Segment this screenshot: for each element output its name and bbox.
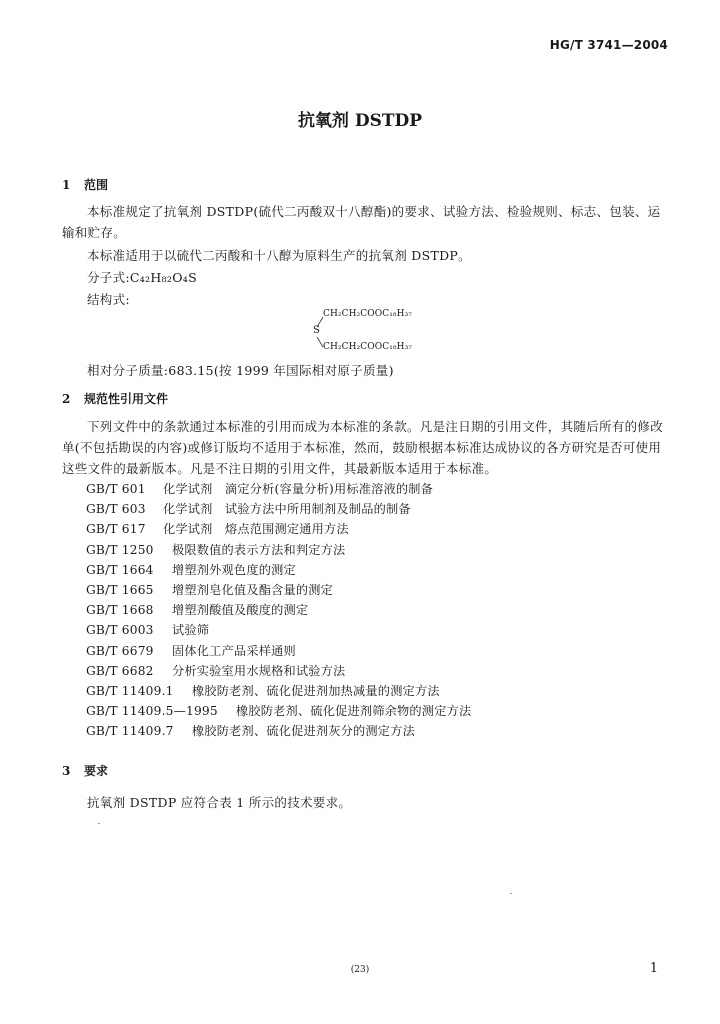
section-number: 2 [62,392,71,406]
reference-code: GB/T 11409.1 [86,683,174,698]
reference-code: GB/T 617 [86,522,146,537]
reference-item [86,682,471,702]
reference-code: GB/T 1668 [86,603,154,618]
reference-title: 化学试剂 熔点范围测定通用方法 [163,522,349,537]
section-3-heading [62,762,108,779]
section-title: 要求 [84,764,109,778]
section-1-heading [62,176,108,193]
reference-title: 固体化工产品采样通则 [172,643,296,658]
reference-title: 极限数值的表示方法和判定方法 [172,542,346,557]
structure-lower-chain: CH₂CH₂COOC₁₈H₃₇ [323,342,412,352]
footer-page-label: (23) [350,965,370,975]
scan-speck [510,893,512,894]
reference-item [86,662,471,682]
reference-title: 增塑剂皂化值及酯含量的测定 [172,582,334,597]
scan-speck [98,823,100,824]
section-3-paragraph: 抗氧剂 DSTDP 应符合表 1 所示的技术要求。 [87,795,352,810]
section-title: 规范性引用文件 [84,392,169,406]
reference-title: 增塑剂外观色度的测定 [172,562,296,577]
document-title: 抗氧剂 DSTDP [297,111,423,131]
reference-title: 分析实验室用水规格和试验方法 [172,663,346,678]
reference-code: GB/T 6679 [86,643,154,658]
reference-code: GB/T 1665 [86,582,154,597]
section-2-heading [62,390,168,407]
structure-upper-chain: CH₂CH₂COOC₁₈H₃₇ [323,309,412,319]
section-number: 3 [62,764,71,778]
reference-item [86,561,471,581]
reference-item [86,581,471,601]
reference-item [86,621,471,641]
reference-title: 橡胶防老剂、硫化促进剂筛余物的测定方法 [236,704,472,719]
reference-item [86,520,471,540]
reference-code: GB/T 601 [86,482,146,496]
reference-item [86,702,471,722]
reference-item [86,541,471,561]
reference-code: GB/T 11409.5—1995 [86,704,218,719]
reference-item [86,480,471,500]
structure-sulfur-atom: S [313,325,320,336]
molecular-formula: 分子式:C₄₂H₈₂O₄S [87,270,197,285]
standard-code: HG/T 3741—2004 [549,38,668,52]
reference-code: GB/T 603 [86,502,146,517]
section-2-paragraph: 下列文件中的条款通过本标准的引用而成为本标准的条款。凡是注日期的引用文件，其随后所有的修改单(不包括勘误的内容)或修订版均不适用于本标准，然而，鼓励根据本标准达成协议的各方研究是否可使用这些文件的最新版本。凡是不注日期的引用文件，其最新版本适用于本标准。 [62,419,664,476]
reference-code: GB/T 11409.7 [86,724,174,739]
reference-item [86,601,471,621]
section-1-paragraph-2: 本标准适用于以硫代二丙酸和十八醇为原料生产的抗氧剂 DSTDP。 [87,248,471,263]
reference-code: GB/T 1250 [86,542,154,557]
reference-item [86,642,471,662]
reference-code: GB/T 1664 [86,562,154,577]
molecular-mass: 相对分子质量:683.15(按 1999 年国际相对原子质量) [87,363,394,378]
reference-title: 橡胶防老剂、硫化促进剂灰分的测定方法 [192,724,415,739]
reference-code: GB/T 6682 [86,663,154,678]
structure-label: 结构式: [87,292,130,307]
reference-title: 化学试剂 试验方法中所用制剂及制品的制备 [163,502,411,517]
section-number: 1 [62,178,71,192]
reference-item [86,500,471,520]
reference-code: GB/T 6003 [86,623,154,638]
reference-title: 增塑剂酸值及酸度的测定 [172,603,309,618]
normative-references-list [86,480,471,742]
reference-title: 橡胶防老剂、硫化促进剂加热减量的测定方法 [192,683,440,698]
section-1-paragraph-1: 本标准规定了抗氧剂 DSTDP(硫代二丙酸双十八醇酯)的要求、试验方法、检验规则、标志、包装、运输和贮存。 [62,204,661,240]
section-title: 范围 [84,178,109,192]
footer-page-number: 1 [649,961,658,976]
reference-item [86,722,471,742]
reference-title: 试验筛 [172,623,210,638]
reference-title: 化学试剂 滴定分析(容量分析)用标准溶液的制备 [163,482,434,496]
